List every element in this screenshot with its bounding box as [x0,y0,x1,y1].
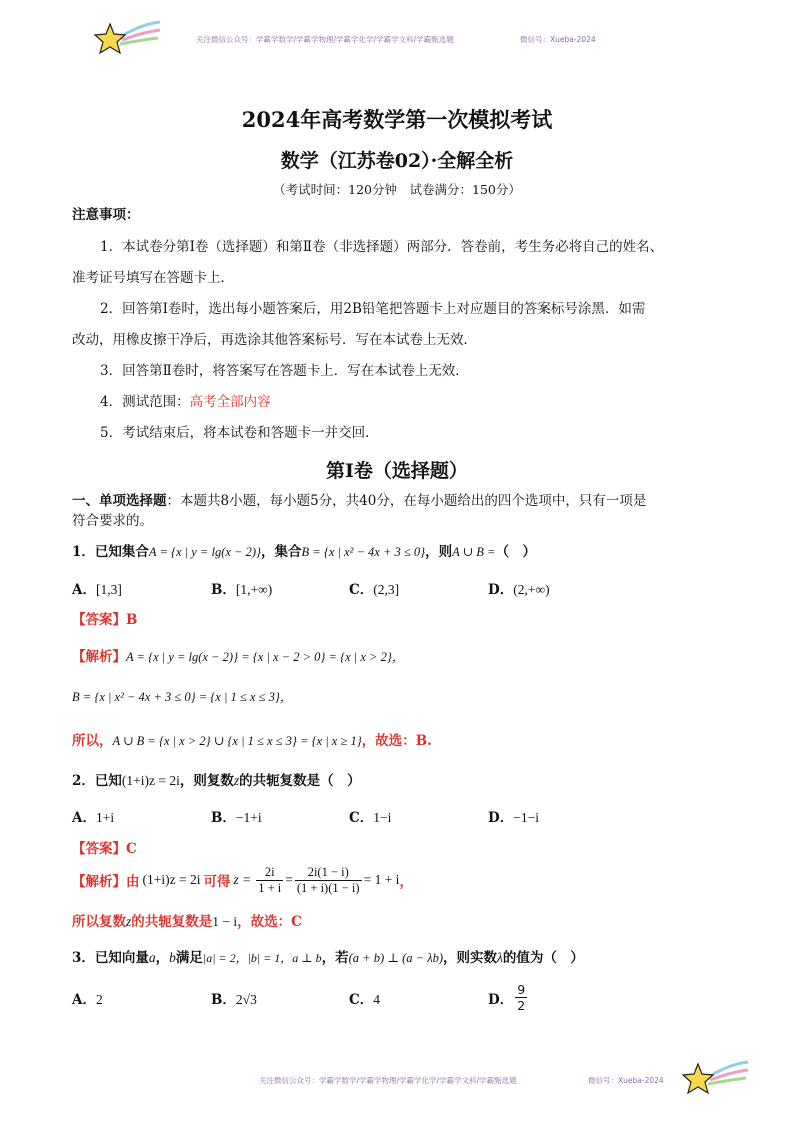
star-logo-header [92,16,162,66]
option-text: 2√3 [235,992,257,1007]
notice-item-5: 5．考试结束后，将本试卷和答题卡一并交回． [100,425,379,441]
fraction-numerator: 9 [517,982,526,997]
option-label: C． [349,810,374,826]
option-label: A． [72,810,96,826]
q1-mid: ，集合 [261,544,302,560]
footer-wechat: 微信号：Xueba-2024 [588,1076,664,1085]
q1-conclusion-math: A ∪ B = {x | x > 2} ∪ {x | 1 ≤ x ≤ 3} = {x | x ≥ 1} [112,734,362,748]
option-text: [1,3] [95,582,122,597]
option-label: A． [72,582,96,598]
q3-lambda: λ [497,950,503,965]
footer-info: 关注微信公众号：学霸学数学/学霸学物理/学霸学化学/学霸学文科/学霸甄选题 [259,1076,517,1085]
q3-text: ，则实数 [443,950,498,966]
option-text: 1−i [373,810,392,825]
q2-option-d [488,808,539,828]
q2-option-b [211,808,262,828]
notice-item-1-line-1: 1．本试卷分第Ⅰ卷（选择题）和第Ⅱ卷（非选择题）两部分．答卷前，考生务必将自己的姓名、 [100,239,664,255]
q2-line2-math: 1 − i [212,914,238,929]
q3-option-c [349,990,380,1010]
q2-line2-z: z [126,914,132,929]
option-text: (2,3] [373,582,400,597]
section-intro-bold: 一、单项选择题 [72,493,167,509]
q1-option-a [72,580,122,600]
q3-option-b [211,990,257,1010]
q1-set-a: A = {x | y = lg(x − 2)} [148,545,261,559]
option-label: C． [349,582,374,598]
q2-analysis-eq: (1+i)z = 2i [142,872,201,887]
fraction-denominator: 2 [517,998,526,1013]
q2-analysis-result: = 1 + i [363,872,400,887]
q1-analysis-line-3 [72,731,432,751]
section-intro-line-2: 符合要求的。 [72,513,153,529]
q3-if: ，若 [321,950,349,966]
q1-analysis-math-1: A = {x | y = lg(x − 2)} = {x | x − 2 > 0} = {x | x > 2}， [126,650,405,664]
q1-answer: 【答案】B [72,612,138,628]
q3-option-a [72,990,103,1010]
q2-analysis-by: 由 [126,874,140,890]
question-3 [72,948,584,968]
q3-sep: ， [155,950,170,966]
q2-z: z [233,773,240,788]
q3-condition-2: (a + b) ⊥ (a − λb) [348,951,444,965]
fraction-numerator: 2i(1 − i) [295,865,362,881]
q1-option-d [488,580,550,600]
q2-line2-suffix: ，故选：C [237,914,302,930]
option-label: D． [488,810,514,826]
option-label: B． [211,810,236,826]
option-label: D． [488,991,514,1008]
q2-answer: 【答案】C [72,841,137,857]
page-subtitle: 数学（江苏卷02）·全解全析 [280,150,514,172]
header-wechat: 微信号：Xueba-2024 [520,35,596,44]
section-intro [72,491,646,511]
q2-line2-mid: 的共轭复数是 [131,914,213,930]
q1-analysis-tag: 【解析】 [72,649,126,665]
q1-option-c [349,580,399,600]
q2-text: ，则复数 [179,773,234,789]
option-label: B． [211,582,236,598]
q3-vector-a: a [148,950,156,965]
header-info: 关注微信公众号：学霸学数学/学霸学物理/学霸学化学/学霸学文科/学霸甄选题 [196,35,454,44]
fraction-denominator: 1 + i [258,880,282,895]
q1-analysis-line-1 [72,647,404,667]
q1-then: ，则 [425,544,453,560]
question-2 [72,771,361,791]
q3-condition: |a| = 2，|b| = 1，a ⊥ b [202,951,322,965]
section-intro-rest: ：本题共8小题，每小题5分，共40分，在每小题给出的四个选项中，只有一项是 [166,493,647,509]
option-text: 4 [373,992,380,1007]
q3-text-2: 的值为（ ） [502,950,584,966]
q1-paren: （ ） [495,544,536,560]
q2-text-2: 的共轭复数是（ ） [239,773,361,789]
q1-analysis-line-2 [72,687,292,707]
option-text: 1+i [95,810,115,825]
exam-info: （考试时间：120分钟 试卷满分：150分） [273,182,521,197]
q2-analysis-line-1: 【解析】 由 (1+i)z = 2i 可得 z = $\frac{2i}{1 + i}$ = $\frac{2i(1 - i)}{(1 + i)(1 - i)}$ = 1 + i ， [72,864,413,895]
notice-heading: 注意事项： [72,207,140,223]
fraction-numerator: 2i [256,865,283,881]
fraction-denominator: (1 + i)(1 − i) [296,880,360,895]
notice-item-4-range: 高考全部内容 [189,394,271,410]
notice-item-1-line-2: 准考证号填写在答题卡上． [72,270,234,286]
section-title: 第Ⅰ卷（选择题） [326,460,468,482]
question-1 [72,542,536,562]
q1-analysis-math-2: B = {x | x² − 4x + 3 ≤ 0} = {x | 1 ≤ x ≤ 3}， [72,690,293,704]
q1-conclusion-suffix: ，故选：B. [361,733,432,749]
q1-union: A ∪ B = [452,545,496,559]
q2-number: 2．已知 [72,773,122,789]
q2-analysis-tag: 【解析】 [72,874,126,890]
q2-analysis-z: z = [233,872,252,887]
option-label: A． [72,992,96,1008]
q2-line2-prefix: 所以复数 [72,914,126,930]
star-logo-footer [680,1056,750,1106]
notice-item-2-line-2: 改动，用橡皮擦干净后，再选涂其他答案标号．写在本试卷上无效． [72,332,477,348]
q1-option-b [211,580,272,600]
q3-cond-pre: 满足 [175,950,203,966]
notice-item-4-prefix: 4．测试范围： [100,394,190,410]
page-title: 2024年高考数学第一次模拟考试 [241,107,553,132]
option-text: −1+i [235,810,262,825]
q2-analysis-end: ， [399,874,413,890]
option-text: 2 [95,992,103,1007]
q2-option-a [72,808,114,828]
notice-item-3: 3．回答第Ⅱ卷时，将答案写在答题卡上．写在本试卷上无效． [100,363,469,379]
q2-analysis-line-2 [72,912,302,932]
q1-set-b: B = {x | x² − 4x + 3 ≤ 0} [301,545,426,559]
q3-number: 3．已知向量 [72,950,149,966]
option-label: D． [488,582,514,598]
q2-analysis-get: 可得 [203,874,231,890]
option-label: C． [349,992,374,1008]
notice-item-2-line-1: 2．回答第Ⅰ卷时，选出每小题答案后，用2B铅笔把答题卡上对应题目的答案标号涂黑．如需 [100,301,646,317]
q2-equation: (1+i)z = 2i [121,773,180,788]
option-text: [1,+∞) [235,582,273,597]
q1-number: 1．已知集合 [72,544,149,560]
q3-option-d-fraction [515,982,527,1013]
option-text: −1−i [513,810,539,825]
q3-option-d [488,982,529,1013]
q3-vector-b: b [169,950,176,965]
q2-option-c [349,808,391,828]
option-label: B． [211,992,236,1008]
q2-fraction-1 [256,865,283,896]
option-text: (2,+∞) [513,582,550,597]
notice-item-4 [100,392,271,412]
q1-conclusion-prefix: 所以， [72,733,113,749]
q2-fraction-2 [295,865,362,896]
